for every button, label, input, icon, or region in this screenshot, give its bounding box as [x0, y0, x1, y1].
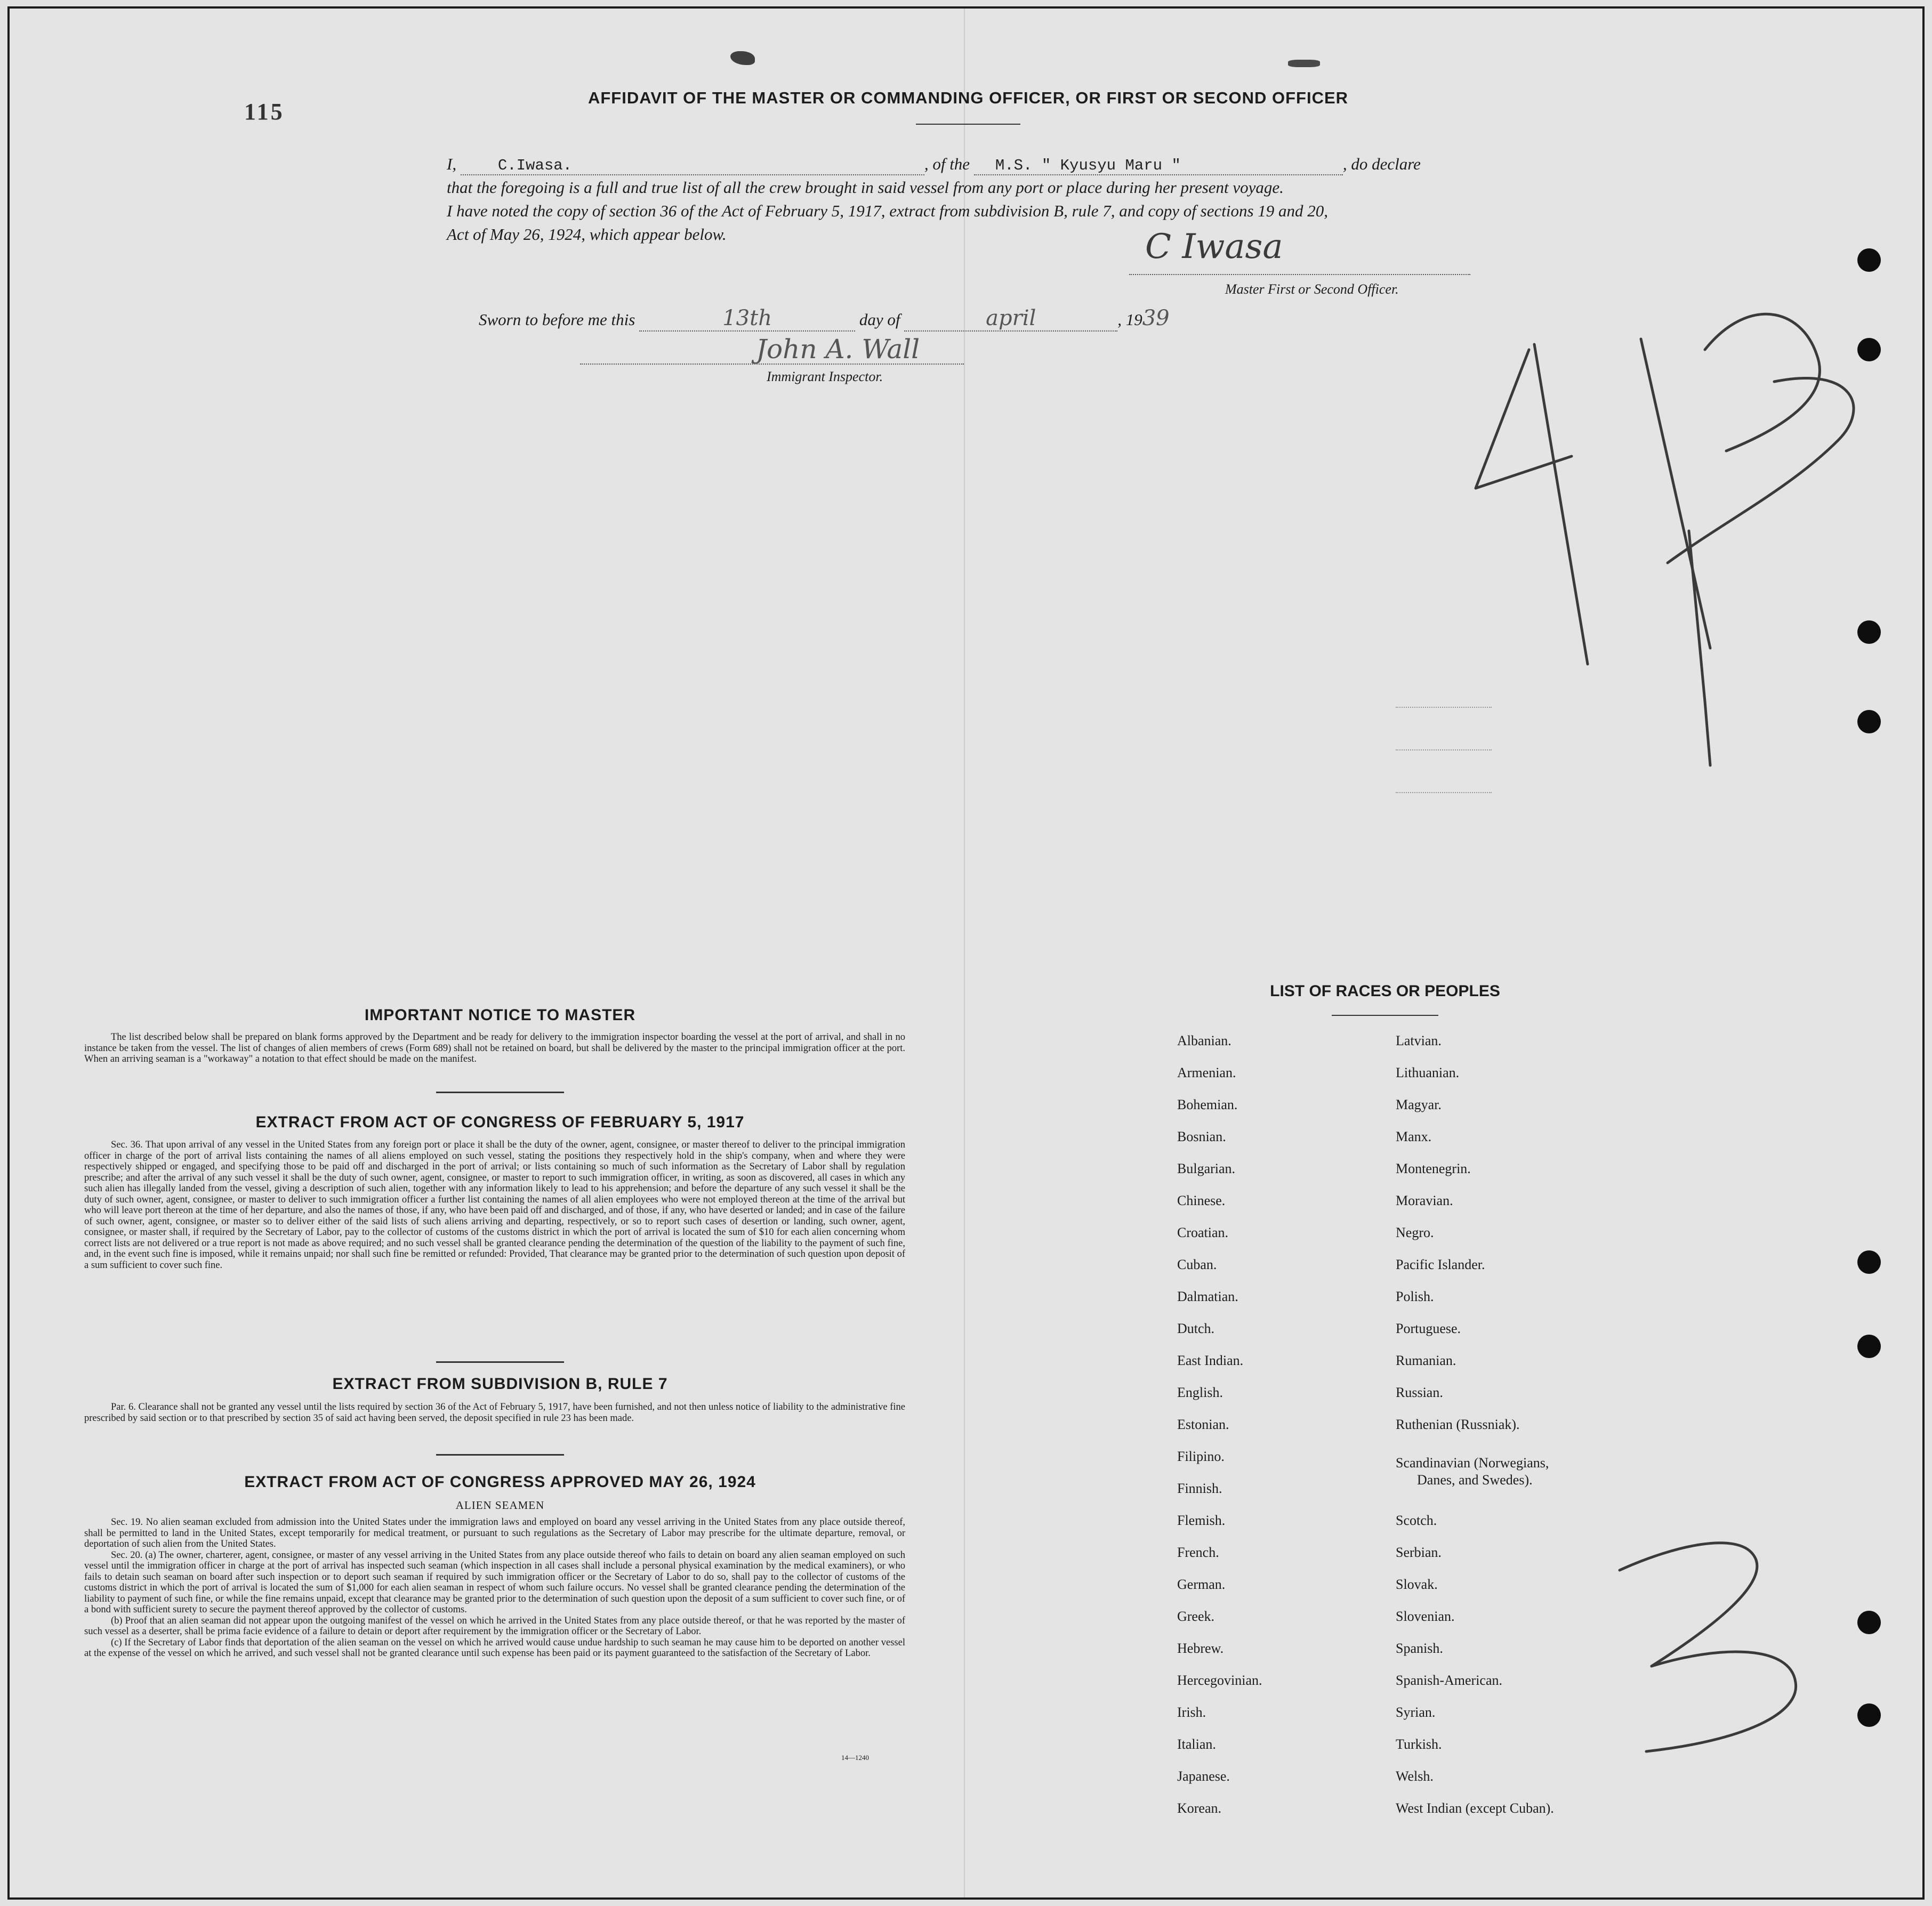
handwritten-number-4-13 [1449, 232, 1891, 792]
declaration-of-the: , of the [924, 155, 970, 173]
affidavit-title: AFFIDAVIT OF THE MASTER OR COMMANDING OFFICER, OR FIRST OR SECOND OFFICER [587, 88, 1349, 107]
section-divider [436, 1092, 564, 1093]
master-signature-line [1129, 274, 1470, 275]
punch-hole [1857, 248, 1881, 272]
race-left-item: Chinese. [1177, 1193, 1226, 1208]
race-left-item: Bosnian. [1177, 1129, 1226, 1144]
race-left-item: Japanese. [1177, 1768, 1230, 1784]
declaration-prefix: I, [447, 155, 457, 173]
faint-dotted-line [1396, 749, 1492, 750]
race-left-item: Bohemian. [1177, 1097, 1238, 1112]
extract-1924-title: EXTRACT FROM ACT OF CONGRESS APPROVED MAY 26, 1924 [244, 1473, 756, 1491]
vessel-name-field [974, 157, 1343, 175]
race-left-item: Hercegovinian. [1177, 1673, 1262, 1688]
section-20b-text: (b) Proof that an alien seaman did not appear upon the outgoing manifest of the vessel on which he arrived in the United States from any place outside thereof, or that he was reported by the master of such vessel as a deserter, shall be prima facie evidence of a failure to detain or deport after requirement by the immigration officer or the Secretary of Labor. [84, 1615, 905, 1637]
extract-1924-subtitle: ALIEN SEAMEN [455, 1499, 545, 1512]
section-19-text: Sec. 19. No alien seaman excluded from admission into the United States under the immigration laws and employed on board any vessel arriving in the United States from any place outside thereof, shall be permitted to land in the United States, except temporarily for medical treatment, or pursuant to such regulations as the Secretary of Labor may prescribe for the ultimate departure, removal, or deportation of such alien from the United States. [84, 1517, 905, 1549]
race-left-item: Dalmatian. [1177, 1289, 1238, 1304]
declaration-line-1 [447, 155, 1421, 175]
sworn-month: april [986, 306, 1036, 330]
punch-hole [1857, 620, 1881, 644]
race-right-item: Magyar. [1396, 1097, 1442, 1112]
race-right-item: Danes, and Swedes). [1417, 1472, 1533, 1488]
race-right-item: Montenegrin. [1396, 1161, 1471, 1176]
notice-text: The list described below shall be prepared on blank forms approved by the Department and be ready for delivery to the immigration inspector boarding the vessel at the port of arrival, and shall in no instance be taken from the vessel. The list of changes of alien members of crews (Form 689) shall not be retained on board, but shall be delivered by the master to the principal immigration officer at the port. When an arriving seaman is a "workaway" a notation to that effect should be made on the manifest. [84, 1032, 905, 1064]
section-divider [436, 1361, 564, 1363]
punch-hole [1857, 1250, 1881, 1274]
sworn-year: 39 [1142, 306, 1170, 330]
race-right-item: Slovenian. [1396, 1609, 1455, 1624]
race-left-item: Dutch. [1177, 1321, 1215, 1336]
race-left-item: Estonian. [1177, 1417, 1229, 1432]
form-number: 14—1240 [841, 1754, 869, 1762]
race-left-item: East Indian. [1177, 1353, 1244, 1368]
race-right-item: Portuguese. [1396, 1321, 1461, 1336]
sworn-day-field [639, 306, 855, 332]
race-right-item: Scandinavian (Norwegians, [1396, 1455, 1549, 1471]
punch-hole [1857, 1703, 1881, 1727]
inspector-signature: John A. Wall [756, 334, 920, 365]
race-right-item: Slovak. [1396, 1577, 1438, 1592]
race-right-item: Spanish-American. [1396, 1673, 1503, 1688]
race-left-item: Irish. [1177, 1705, 1206, 1720]
sworn-prefix: Sworn to before me this [479, 310, 635, 329]
notice-title: IMPORTANT NOTICE TO MASTER [364, 1006, 636, 1024]
race-right-item: Turkish. [1396, 1737, 1442, 1752]
extract-1917-text: Sec. 36. That upon arrival of any vessel in the United States from any foreign port or place it shall be the duty of the owner, agent, consignee, or master thereof to deliver to the principal immigration officer in charge of the port of arrival lists containing the names of all aliens employed on such vessel, stating the positions they respectively hold in the ship's company, when and where they were respectively shipped or engaged, and specifying those to be paid off and discharged in the port of arrival; or lists containing so much of such information as the Secretary of Labor shall by regulation prescribe; and after the arrival of any such vessel it shall be the duty of such owner, agent, consignee, or master to report to such immigration officer, in writing, as soon as discovered, all cases in which any such alien has illegally landed from the vessel, giving a description of such alien, together with any information likely to lead to his apprehension; and before the departure of any such vessel it shall be the duty of such owner, agent, consignee, or master to deliver to such immigration officer a further list containing the names of all alien employees who were not employed thereon at the time of the arrival but who will leave port thereon at the time of her departure, and also the names of those, if any, who have been paid off and discharged, and of those, if any, who have deserted or landed; and in case of the failure of such owner, agent, consignee, or master so to deliver either of the said lists of such aliens arriving and departing, respectively, or so to report such cases of desertion or landing, such owner, agent, consignee, or master shall, if required by the Secretary of Labor, pay to the collector of customs of the customs district in which the port of arrival is located the sum of $10 for each alien concerning whom correct lists are not delivered or a true report is not made as above required; and no such vessel shall be granted clearance pending the determination of the question of the liability to the payment of such fine, and, in the event such fine is imposed, while it remains unpaid; nor shall such fine be remitted or refunded: Provided, That clearance may be granted prior to the determination of such question upon deposit of a sum sufficient to cover such fine. [84, 1140, 905, 1271]
vessel-name: M.S. " Kyusyu Maru " [995, 157, 1181, 174]
race-right-item: Lithuanian. [1396, 1065, 1460, 1080]
race-left-item: Albanian. [1177, 1033, 1231, 1048]
officer-name: C.Iwasa. [497, 157, 573, 174]
race-left-item: German. [1177, 1577, 1226, 1592]
punch-hole [1857, 338, 1881, 361]
rule7-title: EXTRACT FROM SUBDIVISION B, RULE 7 [332, 1375, 668, 1393]
race-right-item: Manx. [1396, 1129, 1432, 1144]
race-right-item: Serbian. [1396, 1545, 1442, 1560]
declaration-line-3: I have noted the copy of section 36 of the Act of February 5, 1917, extract from subdivision B, rule 7, and copy of sections 19 and 20, [447, 201, 1329, 220]
races-divider [1332, 1015, 1438, 1016]
race-right-item: Polish. [1396, 1289, 1434, 1304]
declaration-line-4: Act of May 26, 1924, which appear below. [447, 225, 727, 244]
race-right-item: Rumanian. [1396, 1353, 1456, 1368]
section-20a-text: Sec. 20. (a) The owner, charterer, agent, consignee, or master of any vessel arriving in the United States from any place outside thereof who fails to detain on board any alien seaman employed on such vessel until the immigration officer in charge at the port of arrival has inspected such seaman (which inspection in all cases shall include a personal physical examination by the medical examiners), or who fails to detain such seaman on board after such inspection or to deport such seaman if required by such immigration officer or the Secretary of Labor to do so, shall pay to the collector of customs of the customs district in which the port of arrival is located the sum of $1,000 for each alien seaman in respect of whom such failure occurs. No vessel shall be granted clearance pending the determination of the liability to payment of such fine, or while the fine remains unpaid, except that clearance may be granted prior to the determination of such question upon the deposit of a sum sufficient to cover such fine, or of a bond with sufficient surety to secure the payment thereof approved by the collector of customs. [84, 1549, 905, 1615]
race-left-item: Hebrew. [1177, 1641, 1224, 1656]
race-right-item: Negro. [1396, 1225, 1434, 1240]
race-left-item: Greek. [1177, 1609, 1215, 1624]
punch-hole [1857, 1611, 1881, 1634]
race-right-item: Moravian. [1396, 1193, 1453, 1208]
handwritten-number-3 [1614, 1522, 1838, 1757]
race-right-item: Ruthenian (Russniak). [1396, 1417, 1520, 1432]
race-left-item: Filipino. [1177, 1449, 1225, 1464]
race-left-item: Cuban. [1177, 1257, 1217, 1272]
extract-1917-title: EXTRACT FROM ACT OF CONGRESS OF FEBRUARY 5, 1917 [255, 1113, 745, 1131]
sworn-line [479, 306, 1170, 332]
race-left-item: French. [1177, 1545, 1219, 1560]
inspector-signature-line [580, 364, 964, 365]
declaration-suffix: , do declare [1342, 155, 1421, 173]
faint-dotted-line [1396, 707, 1492, 708]
section-20c-text: (c) If the Secretary of Labor finds that deportation of the alien seaman on the vessel on which he arrived would cause undue hardship to such seaman he may cause him to be deported on another vessel at the expense of the vessel on which he arrived, and such vessel shall not be granted clearance until such expense has been paid or its payment guaranteed to the satisfaction of the Secretary of Labor. [84, 1637, 905, 1659]
document-page [7, 6, 1925, 1900]
race-left-item: Korean. [1177, 1800, 1222, 1816]
master-signature: C Iwasa [1145, 227, 1283, 266]
race-right-item: Pacific Islander. [1396, 1257, 1485, 1272]
race-left-item: English. [1177, 1385, 1223, 1400]
declaration-line-2: that the foregoing is a full and true list of all the crew brought in said vessel from any port or place during her present voyage. [447, 178, 1284, 197]
race-right-item: Spanish. [1396, 1641, 1443, 1656]
section-divider [436, 1454, 564, 1456]
faint-dotted-line [1396, 792, 1492, 793]
race-right-item: Latvian. [1396, 1033, 1442, 1048]
ink-smudge [730, 51, 755, 65]
race-right-item: West Indian (except Cuban). [1396, 1800, 1554, 1816]
race-left-item: Italian. [1177, 1737, 1216, 1752]
race-left-item: Bulgarian. [1177, 1161, 1236, 1176]
inspector-caption: Immigrant Inspector. [767, 369, 883, 384]
race-left-item: Flemish. [1177, 1513, 1226, 1528]
punch-hole [1857, 1335, 1881, 1358]
race-right-item: Syrian. [1396, 1705, 1436, 1720]
race-right-item: Scotch. [1396, 1513, 1437, 1528]
ink-smudge [1288, 60, 1320, 67]
sworn-day-of: day of [859, 310, 900, 329]
race-left-item: Croatian. [1177, 1225, 1229, 1240]
extract-1924-text [84, 1517, 905, 1659]
race-left-item: Armenian. [1177, 1065, 1236, 1080]
rule7-text: Par. 6. Clearance shall not be granted any vessel until the lists required by section 36 of the Act of February 5, 1917, have been furnished, and not then unless notice of liability to the administrative fine prescribed by said section or to that prescribed by section 35 of said act having been served, the deposit specified in rule 23 has been made. [84, 1402, 905, 1424]
races-title: LIST OF RACES OR PEOPLES [1270, 982, 1500, 1000]
race-right-item: Russian. [1396, 1385, 1443, 1400]
sworn-month-field [904, 306, 1117, 332]
race-left-item: Finnish. [1177, 1481, 1222, 1496]
fold-line [964, 9, 965, 1897]
punch-hole [1857, 710, 1881, 733]
title-divider [916, 124, 1020, 125]
page-number: 115 [244, 99, 285, 125]
master-caption: Master First or Second Officer. [1225, 281, 1399, 297]
race-right-item: Welsh. [1396, 1768, 1434, 1784]
sworn-year-prefix: , 19 [1117, 310, 1142, 329]
sworn-day: 13th [722, 306, 772, 330]
officer-name-field [461, 157, 924, 175]
